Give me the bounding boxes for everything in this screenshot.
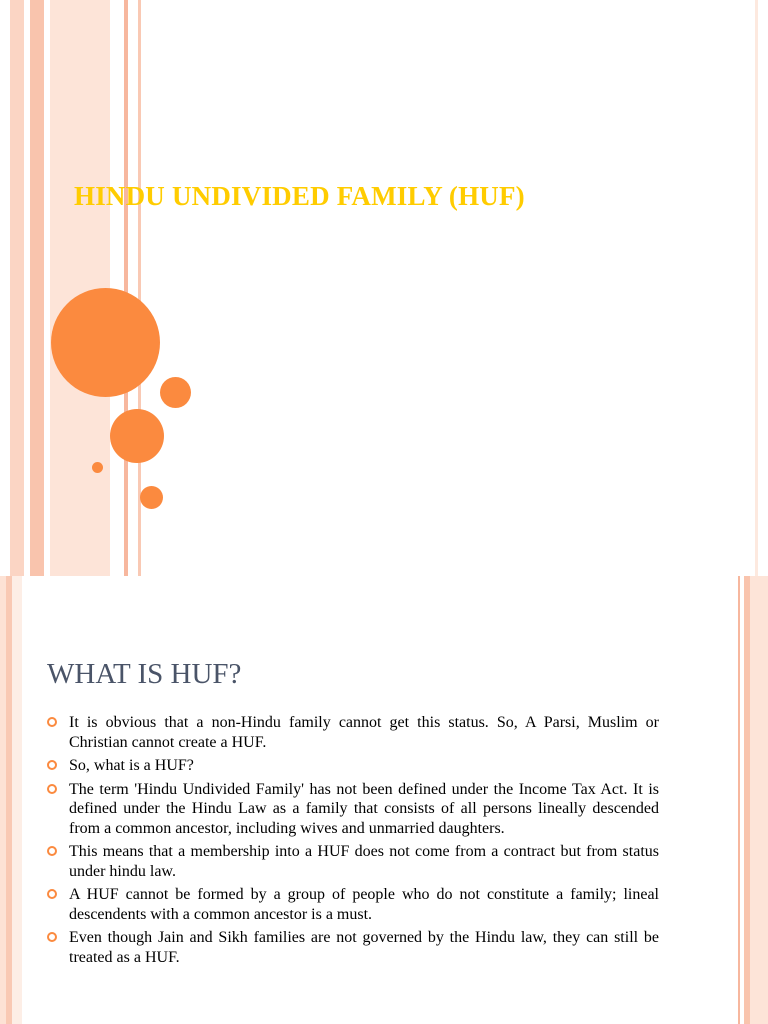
- slide-2: [0, 576, 768, 1024]
- left-stripe-band: [0, 576, 22, 1024]
- hollow-circle-bullet-icon: [47, 889, 57, 899]
- bullet-list: [47, 713, 659, 971]
- right-stripe-band: [736, 576, 768, 1024]
- list-item: [47, 842, 659, 881]
- hollow-circle-bullet-icon: [47, 717, 57, 727]
- bullet-text: The term 'Hindu Undivided Family' has not been defined under the Income Tax Act. It is defined under the Hindu Law as a family that consists of all persons lineally descended from a common ancestor, including wives and unmarried daughters.: [69, 780, 659, 837]
- medium-circle-decoration: [110, 409, 164, 463]
- small-circle-decoration: [160, 377, 191, 408]
- hollow-circle-bullet-icon: [47, 760, 57, 770]
- list-item: [47, 756, 659, 776]
- bullet-text: So, what is a HUF?: [69, 757, 194, 774]
- list-item: [47, 928, 659, 967]
- decorative-stripe-band: [10, 0, 148, 576]
- tiny-circle-decoration: [92, 462, 103, 473]
- bullet-text: This means that a membership into a HUF does not come from a contract but from status under hindu law.: [69, 843, 659, 880]
- small-circle-decoration-bottom: [140, 486, 163, 509]
- hollow-circle-bullet-icon: [47, 932, 57, 942]
- bullet-text: Even though Jain and Sikh families are not governed by the Hindu law, they can still be treated as a HUF.: [69, 929, 659, 966]
- bullet-text: It is obvious that a non-Hindu family cannot get this status. So, A Parsi, Muslim or Christian cannot create a HUF.: [69, 714, 659, 751]
- list-item: [47, 885, 659, 924]
- bullet-text: A HUF cannot be formed by a group of people who do not constitute a family; lineal descendents with a common ancestor is a must.: [69, 886, 659, 923]
- hollow-circle-bullet-icon: [47, 784, 57, 794]
- right-edge-line: [755, 0, 758, 576]
- list-item: [47, 780, 659, 839]
- hollow-circle-bullet-icon: [47, 846, 57, 856]
- slide-1-title: HINDU UNDIVIDED FAMILY (HUF): [74, 181, 525, 211]
- slide-2-title: WHAT IS HUF?: [47, 658, 242, 690]
- left-margin-strip: [0, 0, 10, 576]
- large-circle-decoration: [51, 288, 160, 397]
- list-item: [47, 713, 659, 752]
